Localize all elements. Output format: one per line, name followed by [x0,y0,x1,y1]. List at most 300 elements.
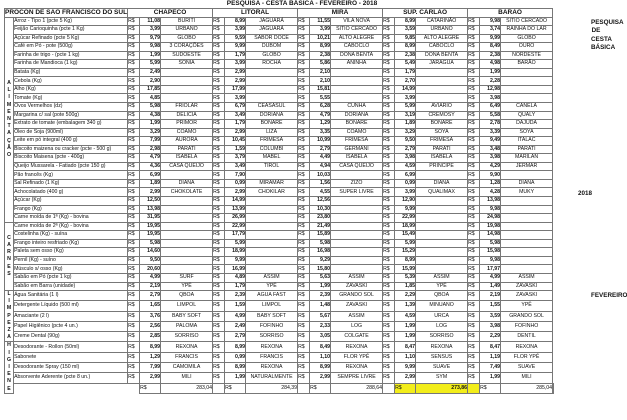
price-sup-carlao: 12,90 [395,197,416,206]
currency-symbol: R$ [383,265,395,274]
currency-symbol: R$ [298,120,310,129]
price-barao: 14,98 [480,231,501,240]
brand-mira [331,214,383,223]
currency-symbol: R$ [213,171,225,180]
brand-mira: CASA QUEIJO [331,162,383,171]
currency-symbol: R$ [383,145,395,154]
currency-symbol: R$ [468,256,480,265]
brand-barao: SUAVE [501,363,553,373]
price-barao: 4,29 [480,162,501,171]
brand-chapeco: FRIOLAR [161,103,213,112]
brand-chapeco: BURITI [161,17,213,26]
brand-litoral: REXONA [246,363,298,373]
currency-symbol: R$ [298,282,310,291]
brand-sup-carlao: FRIMESA [416,137,468,146]
price-barao: 3,59 [480,311,501,321]
brand-barao: MILI [501,373,553,383]
brand-barao [501,256,553,265]
currency-symbol: R$ [383,291,395,301]
price-mira: 2,38 [310,51,331,60]
currency-symbol: R$ [128,103,140,112]
currency-symbol: R$ [128,128,140,137]
product-name: Água Sanitária (1 l) [14,291,128,301]
brand-litoral: YPÊ [246,282,298,291]
currency-symbol: R$ [298,273,310,282]
price-litoral: 1,79 [225,120,246,129]
brand-litoral: DUBOM [246,43,298,52]
price-barao: 9,99 [480,34,501,43]
price-sup-carlao: 3,99 [395,188,416,197]
table-row [5,301,554,311]
price-barao: 8,47 [480,342,501,352]
brand-chapeco: AURORA [161,137,213,146]
brand-chapeco [161,77,213,86]
product-name: Pão francês (Kg) [14,171,128,180]
brand-mira: ZAVASKI [331,301,383,311]
totals-row [5,383,554,393]
currency-symbol: R$ [468,94,480,103]
price-sup-carlao: 18,99 [395,222,416,231]
table-row [5,373,554,383]
table-row [5,154,554,163]
price-mira: 4,94 [310,162,331,171]
table-row [5,34,554,43]
currency-symbol: R$ [383,60,395,69]
currency-symbol: R$ [298,321,310,331]
price-chapeco: 2,98 [140,145,161,154]
currency-symbol: R$ [468,128,480,137]
right-panel-label: PESQUISA DE CESTA BÁSICA [591,19,624,51]
price-sup-carlao: 9,99 [395,205,416,214]
brand-chapeco: LIMPOL [161,301,213,311]
price-table-body [5,17,554,393]
currency-symbol: R$ [213,291,225,301]
price-chapeco: 5,98 [140,103,161,112]
price-chapeco: 2,56 [140,321,161,331]
price-sup-carlao: 2,79 [395,145,416,154]
price-barao: 15,98 [480,248,501,257]
currency-symbol: R$ [128,34,140,43]
price-litoral: 8,99 [225,342,246,352]
price-litoral: 4,89 [225,273,246,282]
currency-symbol: R$ [128,342,140,352]
table-row [5,321,554,331]
brand-sup-carlao: JARAGUA [416,60,468,69]
price-chapeco: 19,95 [140,222,161,231]
currency-symbol: R$ [298,214,310,223]
product-name: Margarina c/ sal (pote 500g) [14,111,128,120]
brand-mira [331,68,383,77]
brand-mira [331,171,383,180]
brand-sup-carlao [416,248,468,257]
currency-symbol: R$ [213,128,225,137]
brand-litoral [246,231,298,240]
brand-mira: REXONA [331,363,383,373]
product-name: Sabão em Pó (pcte 1 kg) [14,273,128,282]
brand-barao [501,205,553,214]
brand-mira: VILA NOVA [331,17,383,26]
store-header-litoral: LITORAL [213,9,298,18]
store-header-sup-carlao: SUP. CARLAO [383,9,468,18]
brand-sup-carlao: URCA [416,311,468,321]
currency-symbol: R$ [468,154,480,163]
brand-chapeco [161,197,213,206]
price-litoral: 8,99 [225,17,246,26]
currency-symbol: R$ [468,188,480,197]
total-spacer [468,383,480,393]
currency-symbol: R$ [128,311,140,321]
brand-sup-carlao: PRINCIPE [416,162,468,171]
price-litoral: 5,99 [225,239,246,248]
brand-mira [331,231,383,240]
price-litoral: 13,99 [225,205,246,214]
brand-chapeco [161,171,213,180]
currency-symbol: R$ [128,26,140,35]
currency-symbol: R$ [383,171,395,180]
price-sup-carlao: 14,99 [395,85,416,94]
product-name: Leite em pó integral (400 g) [14,137,128,146]
product-name: Ovos Vermelhos (dz) [14,103,128,112]
brand-mira [331,222,383,231]
price-sup-carlao: 22,99 [395,214,416,223]
currency-symbol: R$ [383,273,395,282]
brand-litoral: FRANCIS [246,352,298,362]
product-name: Absorvente Aderente (pcte 8 un.) [14,373,128,383]
currency-symbol: R$ [128,17,140,26]
price-chapeco: 4,38 [140,111,161,120]
currency-symbol: R$ [128,145,140,154]
brand-barao: ASSIM [501,273,553,282]
price-litoral: 26,99 [225,214,246,223]
price-barao: 2,78 [480,120,501,129]
price-mira: 2,10 [310,68,331,77]
brand-litoral [246,77,298,86]
price-litoral: 3,99 [225,26,246,35]
brand-sup-carlao: DONA BENTA [416,51,468,60]
currency-symbol: R$ [468,222,480,231]
brand-barao: DENTIL [501,332,553,342]
price-mira: 11,55 [310,17,331,26]
price-litoral: 1,79 [225,51,246,60]
table-row [5,179,554,188]
brand-mira [331,256,383,265]
table-row [5,94,554,103]
product-name: Farinha de Mandioca (1 kg) [14,60,128,69]
brand-chapeco: ISABELA [161,154,213,163]
currency-symbol: R$ [468,103,480,112]
price-sup-carlao: 6,99 [395,171,416,180]
currency-symbol: R$ [298,51,310,60]
price-chapeco: 4,85 [140,94,161,103]
price-barao: 3,74 [480,26,501,35]
brand-sup-carlao: LOG [416,321,468,331]
table-row [5,68,554,77]
brand-barao [501,85,553,94]
table-row [5,77,554,86]
currency-symbol: R$ [128,332,140,342]
currency-symbol: R$ [468,301,480,311]
product-name: Sal Refinado (1 Kg) [14,179,128,188]
brand-litoral: LIMPOL [246,301,298,311]
currency-symbol: R$ [383,205,395,214]
price-barao: 24,98 [480,214,501,223]
price-mira: 8,99 [310,363,331,373]
price-litoral: 18,99 [225,248,246,257]
price-table-container [4,8,554,394]
currency-symbol: R$ [468,205,480,214]
brand-mira: CABOCLO [331,43,383,52]
brand-litoral: AGUA FAST [246,291,298,301]
brand-sup-carlao: QBOA [416,291,468,301]
currency-symbol: R$ [468,352,480,362]
brand-barao [501,239,553,248]
brand-barao: PARATI [501,145,553,154]
brand-barao: YPÊ [501,301,553,311]
brand-mira [331,205,383,214]
brand-chapeco: QBOA [161,291,213,301]
currency-symbol: R$ [383,68,395,77]
table-row [5,60,554,69]
brand-chapeco [161,214,213,223]
brand-mira: DONA BENTA [331,51,383,60]
currency-symbol: R$ [298,85,310,94]
price-litoral: 0,99 [225,352,246,362]
price-sup-carlao: 15,99 [395,265,416,274]
currency-symbol: R$ [213,265,225,274]
brand-litoral: MIRAMAR [246,179,298,188]
currency-symbol: R$ [128,85,140,94]
price-chapeco: 3,99 [140,26,161,35]
price-litoral: 8,99 [225,363,246,373]
brand-chapeco: CAMOMILA [161,363,213,373]
brand-barao: GLOBO [501,34,553,43]
brand-sup-carlao: ALTO ALEGRE [416,34,468,43]
brand-mira: ALTO ALEGRE [331,34,383,43]
brand-sup-carlao: MINUANO [416,301,468,311]
price-mira: 6,28 [310,103,331,112]
currency-symbol: R$ [468,34,480,43]
price-mira: 21,49 [310,222,331,231]
currency-symbol: R$ [298,205,310,214]
brand-barao: CANELA [501,103,553,112]
price-mira: 10,21 [310,34,331,43]
product-name: Detergente Líquido (500 ml) [14,301,128,311]
price-litoral: 17,99 [225,85,246,94]
currency-symbol: R$ [128,94,140,103]
price-mira: 8,99 [310,43,331,52]
brand-mira [331,94,383,103]
price-sup-carlao: 4,59 [395,311,416,321]
currency-symbol: R$ [213,34,225,43]
price-sup-carlao: 8,47 [395,342,416,352]
currency-symbol: R$ [213,188,225,197]
brand-litoral: NATURALMENTE [246,373,298,383]
currency-symbol: R$ [383,120,395,129]
currency-symbol: R$ [298,26,310,35]
currency-symbol: R$ [298,197,310,206]
table-row [5,222,554,231]
currency-symbol: R$ [213,154,225,163]
price-mira: 5,63 [310,273,331,282]
price-chapeco: 11,08 [140,17,161,26]
category-label: A L I M E N T A Ç Ã O [5,17,14,222]
price-chapeco: 3,29 [140,128,161,137]
brand-mira: ISABELA [331,154,383,163]
brand-barao: OURO [501,43,553,52]
brand-mira: SUPER LIVRE [331,188,383,197]
price-mira: 2,39 [310,291,331,301]
currency-symbol: R$ [383,256,395,265]
price-sup-carlao: 2,29 [395,291,416,301]
brand-sup-carlao [416,214,468,223]
price-sup-carlao: 0,99 [395,179,416,188]
price-barao: 1,99 [480,68,501,77]
currency-symbol: R$ [383,197,395,206]
price-sup-carlao: 5,39 [395,273,416,282]
brand-chapeco [161,231,213,240]
header-row [5,9,554,18]
brand-sup-carlao [416,77,468,86]
currency-symbol: R$ [213,342,225,352]
brand-barao [501,248,553,257]
table-row [5,171,554,180]
price-sup-carlao: 1,39 [395,301,416,311]
currency-symbol: R$ [383,248,395,257]
brand-barao: JERMAR [501,162,553,171]
brand-barao: SITIO CERCADO [501,17,553,26]
table-row [5,43,554,52]
brand-litoral: BABY SOFT [246,311,298,321]
right-panel-month: FEVEREIRO [591,292,627,299]
currency-symbol: R$ [128,43,140,52]
brand-sup-carlao: SOYA [416,128,468,137]
price-sup-carlao: 15,29 [395,248,416,257]
price-litoral: 9,99 [225,43,246,52]
price-chapeco: 9,50 [140,256,161,265]
currency-symbol: R$ [213,120,225,129]
brand-sup-carlao: YPÊ [416,282,468,291]
price-barao: 3,98 [480,154,501,163]
currency-symbol: R$ [468,291,480,301]
price-chapeco: 7,99 [140,363,161,373]
currency-symbol: R$ [468,162,480,171]
currency-symbol: R$ [383,154,395,163]
price-chapeco: 13,98 [140,205,161,214]
currency-symbol: R$ [468,248,480,257]
brand-sup-carlao: ISABELA [416,154,468,163]
price-barao: 5,98 [480,239,501,248]
product-name: Frango inteiro resfriado (Kg) [14,239,128,248]
currency-symbol: R$ [468,332,480,342]
currency-symbol: R$ [213,311,225,321]
currency-symbol: R$ [383,51,395,60]
brand-chapeco: CASA QUEIJO [161,162,213,171]
price-sup-carlao: 3,99 [395,94,416,103]
brand-sup-carlao: URBANO [416,26,468,35]
table-row [5,265,554,274]
table-row [5,256,554,265]
table-row [5,137,554,146]
currency-symbol: R$ [128,51,140,60]
price-barao: 13,98 [480,197,501,206]
currency-symbol: R$ [128,301,140,311]
currency-symbol: R$ [213,85,225,94]
currency-symbol: R$ [383,111,395,120]
brand-litoral [246,239,298,248]
currency-symbol: R$ [213,17,225,26]
brand-mira [331,239,383,248]
currency-symbol: R$ [213,77,225,86]
price-barao: 1,99 [480,373,501,383]
brand-chapeco: COAMO [161,128,213,137]
product-column-header: PROCON DE SAO FRANCISCO DO SUL [5,9,128,17]
currency-symbol: R$ [383,162,395,171]
price-litoral: 1,79 [225,282,246,291]
table-row [5,363,554,373]
price-sup-carlao: 9,99 [395,363,416,373]
brand-mira: SEMPRE LIVRE [331,373,383,383]
table-row [5,248,554,257]
product-name: Açúcar Refinado (pcte 5 Kg) [14,34,128,43]
brand-chapeco [161,205,213,214]
brand-sup-carlao: QUALIMAX [416,188,468,197]
brand-mira: ASSIM [331,273,383,282]
price-chapeco: 2,90 [140,77,161,86]
brand-chapeco: PARATI [161,145,213,154]
price-mira: 5,55 [310,94,331,103]
table-row [5,162,554,171]
brand-litoral [246,256,298,265]
brand-mira [331,85,383,94]
price-chapeco: 12,50 [140,197,161,206]
table-row [5,188,554,197]
currency-symbol: R$ [298,373,310,383]
currency-symbol: R$ [298,68,310,77]
price-sup-carlao: 1,99 [395,321,416,331]
brand-chapeco: CHOKOLATE [161,188,213,197]
brand-litoral: FOFINHO [246,321,298,331]
brand-barao [501,214,553,223]
price-mira: 1,56 [310,179,331,188]
currency-symbol: R$ [383,239,395,248]
price-barao: 3,98 [480,321,501,331]
price-sup-carlao: 9,85 [395,34,416,43]
currency-symbol: R$ [383,363,395,373]
price-chapeco: 2,99 [140,188,161,197]
brand-sup-carlao: CATARINÃO [416,17,468,26]
currency-symbol: R$ [298,111,310,120]
price-chapeco: 9,98 [140,43,161,52]
currency-symbol: R$ [213,363,225,373]
currency-symbol: R$ [213,94,225,103]
currency-symbol: R$ [128,77,140,86]
brand-sup-carlao: SORRISO [416,332,468,342]
price-mira: 9,29 [310,256,331,265]
price-chapeco: 31,95 [140,214,161,223]
brand-barao: BARÃO [501,60,553,69]
currency-symbol: R$ [213,111,225,120]
price-barao: 2,19 [480,291,501,301]
totals-label-cell [14,383,140,393]
currency-symbol: R$ [480,383,501,393]
currency-symbol: R$ [383,103,395,112]
brand-sup-carlao [416,197,468,206]
brand-litoral [246,94,298,103]
brand-chapeco [161,256,213,265]
price-litoral: 2,49 [225,321,246,331]
currency-symbol: R$ [468,43,480,52]
price-litoral: 14,99 [225,197,246,206]
